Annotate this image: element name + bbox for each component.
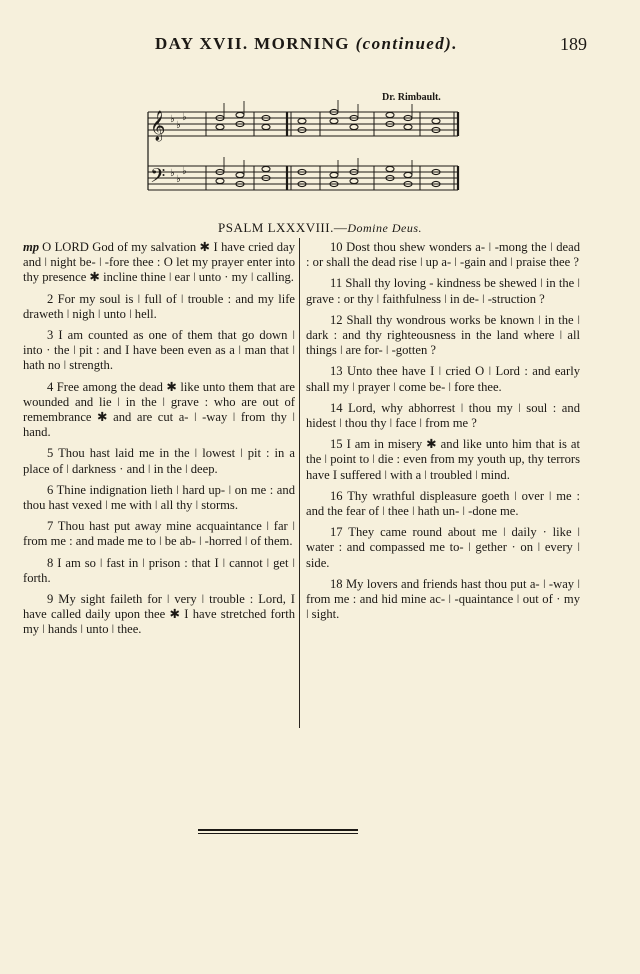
verse-3: 3 I am counted as one of them that go down ǀ into · the ǀ pit : and I have been even as a ǀ man that ǀ hath no ǀ strength. (23, 328, 295, 373)
column-divider (299, 238, 300, 728)
verse-15: 15 I am in misery ✱ and like unto him that is at the ǀ point to ǀ die : even from my youth up, thy terrors have I suffered ǀ with a ǀ troubled ǀ mind. (306, 437, 580, 482)
svg-text:𝄞: 𝄞 (150, 111, 166, 141)
notes (216, 109, 440, 186)
clefs (150, 110, 187, 192)
verse-6: 6 Thine indignation lieth ǀ hard up- ǀ on me : and thou hast vexed ǀ me with ǀ all thy ǀ storms. (23, 482, 295, 513)
psalm-heading: PSALM LXXXVIII.—Domine Deus. (218, 220, 422, 235)
svg-text:♭: ♭ (182, 112, 187, 123)
right-column (306, 240, 580, 628)
svg-text:♭: ♭ (176, 174, 181, 185)
verse-16: 16 Thy wrathful displeasure goeth ǀ over ǀ me : and the fear of ǀ thee ǀ hath un- ǀ -done me. (306, 488, 580, 519)
composer-credit: Dr. Rimbault. (382, 92, 441, 103)
verse-5: 5 Thou hast laid me in the ǀ lowest ǀ pit : in a place of ǀ darkness · and ǀ in the ǀ deep. (23, 446, 295, 476)
verse-12: 12 Shall thy wondrous works be known ǀ in the ǀ dark : and thy righteousness in the land where ǀ all things ǀ are for- ǀ -gotten ? (306, 312, 580, 358)
page-title: DAY XVII. MORNING (continued). (155, 34, 458, 53)
verse-18: 18 My lovers and friends hast thou put a- ǀ -way ǀ from me : and hid mine ac- ǀ -quaintance ǀ out of · my ǀ sight. (306, 576, 580, 622)
verse-10: 10 Dost thou shew wonders a- ǀ -mong the ǀ dead : or shall the dead rise ǀ up a- ǀ -gain and ǀ praise thee ? (306, 240, 580, 270)
verse-17: 17 They came round about me ǀ daily · like ǀ water : and compassed me to- ǀ gether · on ǀ every ǀ side. (306, 525, 580, 570)
end-rule-thin (198, 833, 358, 834)
verse-2: 2 For my soul is ǀ full of ǀ trouble : and my life draweth ǀ nigh ǀ unto ǀ hell. (23, 291, 295, 321)
end-rule (198, 829, 358, 831)
verse-11: 11 Shall thy loving - kindness be shewed ǀ in the ǀ grave : or thy ǀ faithfulness ǀ in de- ǀ -struction ? (306, 276, 580, 306)
svg-text:♭: ♭ (170, 168, 175, 179)
verse-9: 9 My sight faileth for ǀ very ǀ trouble : Lord, I have called daily upon thee ✱ I have stretched forth my ǀ hands ǀ unto ǀ thee. (23, 592, 295, 637)
verse-13: 13 Unto thee have I ǀ cried O ǀ Lord : and early shall my ǀ prayer ǀ come be- ǀ fore thee. (306, 364, 580, 394)
page-header (0, 34, 640, 58)
svg-text:♭: ♭ (182, 166, 187, 177)
verse-4: 4 Free among the dead ✱ like unto them that are wounded and lie ǀ in the ǀ grave : who are out of remembrance ✱ and are cut a- ǀ -way ǀ from thy ǀ hand. (23, 379, 295, 440)
verse-7: 7 Thou hast put away mine acquaintance ǀ far ǀ from me : and made me to ǀ be ab- ǀ -horred ǀ of them. (23, 519, 295, 549)
verse-1: mp O LORD God of my salvation ✱ I have cried day and ǀ night be- ǀ -fore thee : O let my prayer enter into thy presence ✱ incline thine ǀ ear ǀ unto · my ǀ calling. (23, 240, 295, 285)
note-stems (224, 100, 412, 175)
verse-14: 14 Lord, why abhorrest ǀ thou my ǀ soul : and hidest ǀ thou thy ǀ face ǀ from me ? (306, 400, 580, 431)
left-column (23, 240, 295, 644)
page-title-suffix: (continued). (355, 34, 458, 53)
page-number: 189 (560, 34, 587, 54)
psalm-subtitle: Domine Deus. (347, 221, 422, 235)
dynamic-marking: mp (23, 240, 40, 254)
verse-8: 8 I am so ǀ fast in ǀ prison : that I ǀ cannot ǀ get ǀ forth. (23, 555, 295, 585)
svg-text:♭: ♭ (170, 114, 175, 125)
chant-score (142, 100, 460, 194)
svg-text:𝄢: 𝄢 (150, 164, 166, 192)
svg-text:♭: ♭ (176, 120, 181, 131)
